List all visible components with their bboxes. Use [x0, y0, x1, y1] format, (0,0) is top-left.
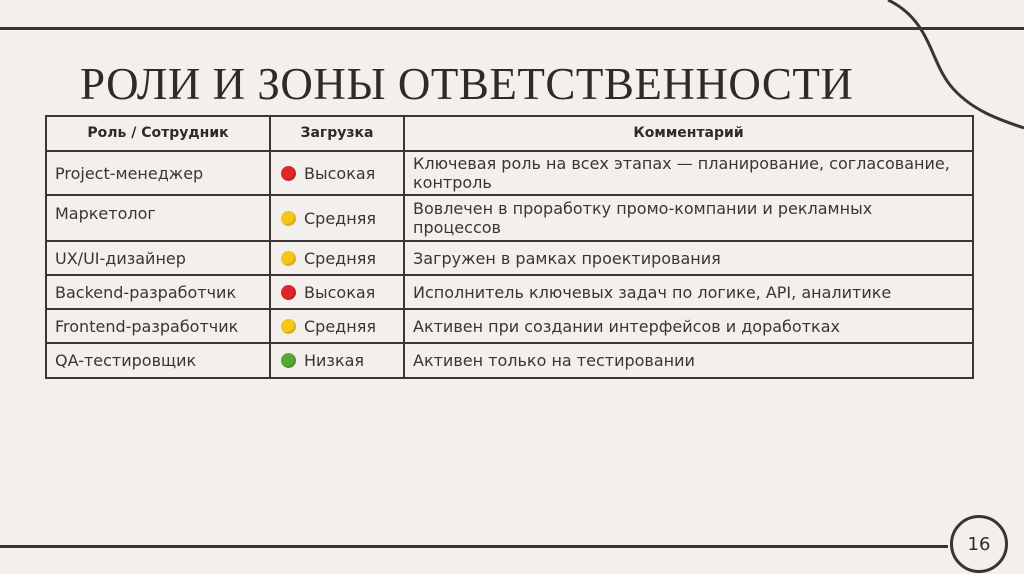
role-cell: UX/UI-дизайнер — [46, 241, 270, 275]
yellow-circle-icon — [281, 251, 296, 266]
green-circle-icon — [281, 353, 296, 368]
table-row — [46, 195, 973, 241]
load-cell — [270, 151, 404, 195]
header-comment: Комментарий — [404, 116, 973, 151]
comment-cell: Исполнитель ключевых задач по логике, API, аналитике — [404, 275, 973, 309]
table-row — [46, 275, 973, 309]
table-row — [46, 343, 973, 378]
load-label: Высокая — [304, 163, 376, 183]
comment-cell: Загружен в рамках проектирования — [404, 241, 973, 275]
page-title: РОЛИ И ЗОНЫ ОТВЕТСТВЕННОСТИ — [80, 59, 854, 109]
role-cell: Backend-разработчик — [46, 275, 270, 309]
load-label: Средняя — [304, 248, 376, 268]
role-cell: Маркетолог — [46, 195, 270, 241]
role-cell: Frontend-разработчик — [46, 309, 270, 343]
comment-cell: Активен при создании интерфейсов и доработках — [404, 309, 973, 343]
load-cell — [270, 241, 404, 275]
bottom-divider-line — [0, 545, 948, 548]
load-cell — [270, 275, 404, 309]
header-role: Роль / Сотрудник — [46, 116, 270, 151]
header-load: Загрузка — [270, 116, 404, 151]
yellow-circle-icon — [281, 211, 296, 226]
page-number: 16 — [967, 533, 991, 555]
load-cell — [270, 343, 404, 378]
load-cell — [270, 309, 404, 343]
roles-table — [45, 115, 974, 379]
load-label: Низкая — [304, 351, 365, 370]
role-cell: QA-тестировщик — [46, 343, 270, 378]
red-circle-icon — [281, 285, 296, 300]
comment-cell: Вовлечен в проработку промо-компании и рекламных процессов — [404, 195, 973, 241]
comment-cell: Ключевая роль на всех этапах — планирование, согласование, контроль — [404, 151, 973, 195]
role-cell: Project-менеджер — [46, 151, 270, 195]
load-cell — [270, 195, 404, 241]
table-row — [46, 151, 973, 195]
load-label: Средняя — [304, 208, 376, 228]
table-row — [46, 309, 973, 343]
table-row — [46, 241, 973, 275]
comment-cell: Активен только на тестировании — [404, 343, 973, 378]
yellow-circle-icon — [281, 319, 296, 334]
load-label: Средняя — [304, 316, 376, 336]
table-header-row — [46, 116, 973, 151]
red-circle-icon — [281, 166, 296, 181]
load-label: Высокая — [304, 282, 376, 302]
page-number-badge — [950, 515, 1008, 573]
